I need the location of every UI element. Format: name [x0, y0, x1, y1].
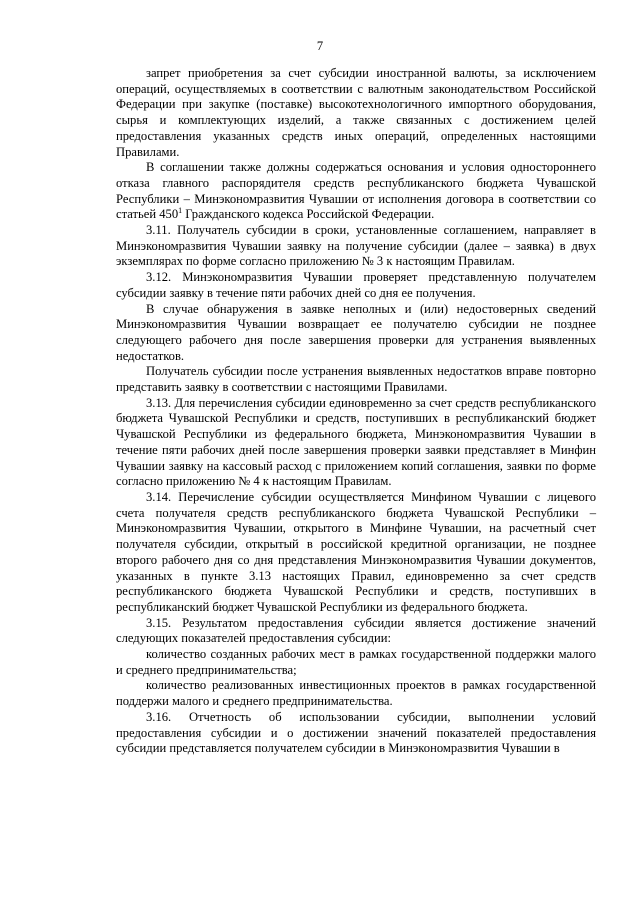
indicator-projects-implemented: количество реализованных инвестиционных проектов в рамках государственной поддержи малого и среднего предпринимательства.: [116, 678, 596, 709]
paragraph-3-16: 3.16. Отчетность об использовании субсидии, выполнении условий предоставления субсидии и о достижении значений показателей предоставления субсидии представляется получателем субсидии в Минэкономразвития Чувашии в: [116, 709, 596, 756]
paragraph-resubmit: Получатель субсидии после устранения выявленных недостатков вправе повторно представить заявку в соответствии с настоящими Правилами.: [116, 364, 596, 395]
agreement-text-after: Гражданского кодекса Российской Федерации.: [182, 207, 435, 222]
paragraph-agreement-refusal: [116, 160, 596, 223]
paragraph-currency-ban: запрет приобретения за счет субсидии иностранной валюты, за исключением операций, осуществляемых в соответствии с валютным законодательством Российской Федерации при закупке (поставке) высокотехнологичного импортного оборудования, сырья и комплектующих изделий, а также связанных с достижением целей предоставления указанных средств иных операций, определенных настоящими Правилами.: [116, 66, 596, 159]
agreement-text-before: В соглашении также должны содержаться основания и условия одностороннего отказа главного распорядителя средств республиканского бюджета Чувашской Республики – Минэкономразвития Чувашии от исполнения договора в соответствии со статьей 450: [116, 160, 596, 222]
paragraph-3-12: 3.12. Минэкономразвития Чувашии проверяет представленную получателем субсидии заявку в течение пяти рабочих дней со дня ее получения.: [116, 270, 596, 300]
paragraph-incomplete-info: В случае обнаружения в заявке неполных и (или) недостоверных сведений Минэкономразвития Чувашии возвращает ее получателю субсидии не позднее следующего рабочего дня после завершения проверки для устранения выявленных недостатков.: [116, 301, 596, 363]
paragraph-3-13: 3.13. Для перечисления субсидии единовременно за счет средств республиканского бюджета Чувашской Республики и средств, поступивших в республиканский бюджет Чувашской Республики из федерального бюджета, Минэкономразвития Чувашии в течение пяти рабочих дней после завершения проверки заявки представляет в Минфин Чувашии заявку на кассовый расход с приложением копий соглашения, заявки по форме согласно приложению № 4 к настоящим Правилам.: [116, 395, 596, 489]
page-number: 7: [316, 39, 324, 53]
paragraph-3-11: 3.11. Получатель субсидии в сроки, установленные соглашением, направляет в Минэкономразвития Чувашии заявку на получение субсидии (далее – заявка) в двух экземплярах по форме согласно приложению № 3 к настоящим Правилам.: [116, 223, 596, 269]
document-body: [116, 66, 596, 757]
indicator-jobs-created: количество созданных рабочих мест в рамках государственной поддержки малого и среднего предпринимательства;: [116, 647, 596, 677]
paragraph-3-15: 3.15. Результатом предоставления субсидии является достижение значений следующих показателей предоставления субсидии:: [116, 615, 596, 646]
article-superscript: 1: [178, 206, 183, 216]
paragraph-3-14: 3.14. Перечисление субсидии осуществляется Минфином Чувашии с лицевого счета получателя средств республиканского бюджета Чувашской Республики – Минэкономразвития Чувашии, открытого в Минфине Чувашии, на расчетный счет получателя субсидии, открытый в российской кредитной организации, не позднее второго рабочего дня со дня представления Минэкономразвития Чувашии документов, указанных в пункте 3.13 настоящих Правил, единовременно за счет средств республиканского бюджета Чувашской Республики и средств, поступивших в республиканский бюджет Чувашской Республики из федерального бюджета.: [116, 489, 596, 614]
